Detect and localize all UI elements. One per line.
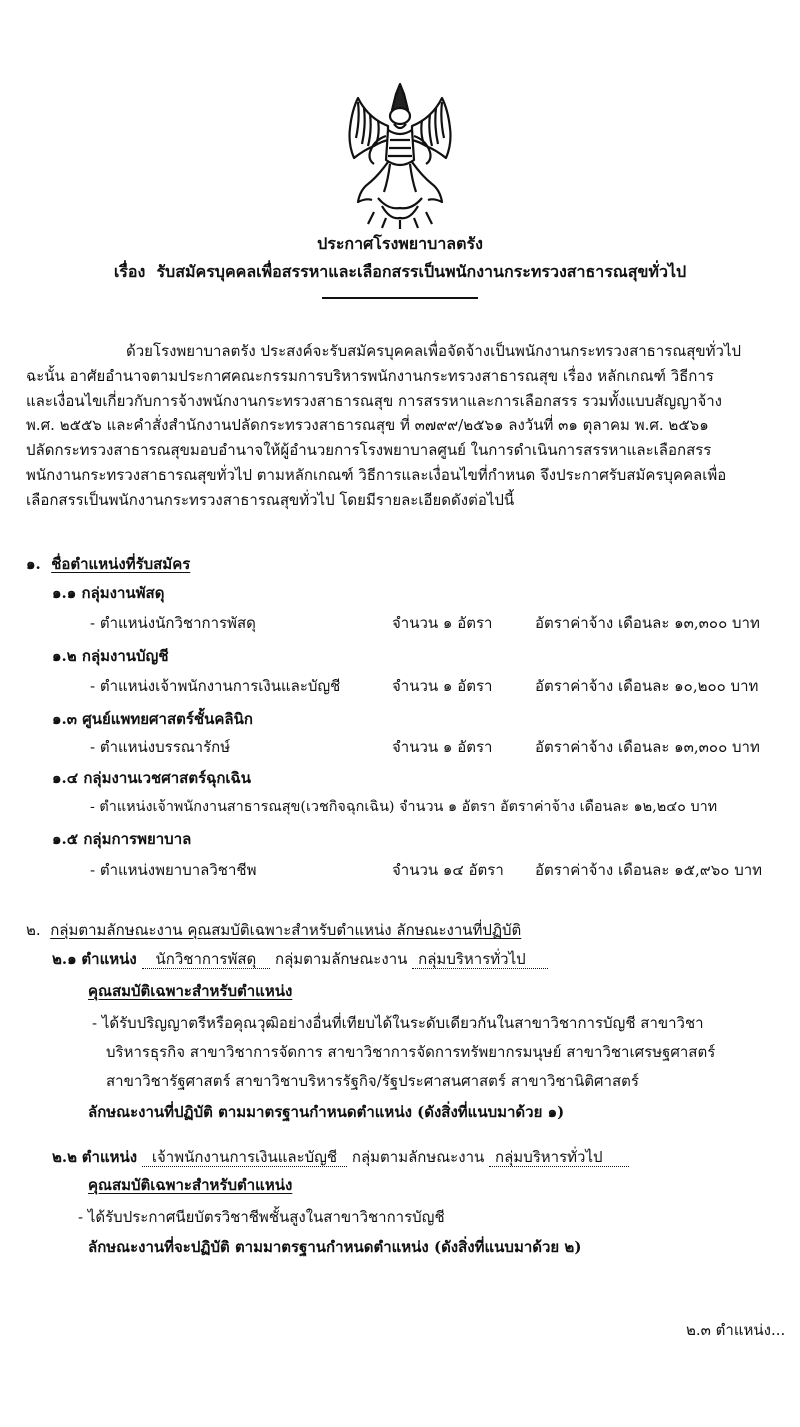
garuda-emblem-icon — [338, 80, 462, 230]
position-count: จำนวน ๑ อัตรา — [392, 738, 493, 756]
item-heading: ๒.๑ ตำแหน่ง นักวิชาการพัสดุ กลุ่มตามลักษณะงาน กลุ่มบริหารทั่วไป — [52, 949, 548, 969]
continued-note: ๒.๓ ตำแหน่ง... — [686, 1321, 786, 1339]
position-value: เจ้าพนักงานการเงินและบัญชี — [142, 1148, 347, 1167]
section1-number: ๑. — [26, 555, 41, 573]
intro-line: และเงื่อนไขเกี่ยวกับการจ้างพนักงานกระทรวงสาธารณสุข การสรรหาและการเลือกสรร รวมทั้งแบบสัญญาจ้าง — [26, 391, 722, 410]
subject-label: เรื่อง — [113, 262, 146, 281]
position-count: จำนวน ๑ อัตรา — [392, 677, 493, 695]
position-value: นักวิชาการพัสดุ — [142, 950, 271, 969]
position-name: - ตำแหน่งบรรณารักษ์ — [90, 738, 231, 756]
position-count: จำนวน ๑๔ อัตรา — [392, 861, 504, 879]
section2-heading — [26, 920, 521, 940]
qualification-line: สาขาวิชารัฐศาสตร์ สาขาวิชาบริหารรัฐกิจ/รัฐประศาสนศาสตร์ สาขาวิชานิติศาสตร์ — [106, 1072, 639, 1090]
group-value: กลุ่มบริหารทั่วไป — [412, 950, 547, 969]
intro-paragraph — [26, 339, 786, 513]
intro-line: พ.ศ. ๒๕๕๖ และคำสั่งสำนักงานปลัดกระทรวงสาธารณสุข ที่ ๓๗๙๙/๒๕๖๑ ลงวันที่ ๓๑ ตุลาคม พ.ศ. ๒๕๖๑ — [26, 416, 709, 435]
position-name: - ตำแหน่งพยาบาลวิชาชีพ — [90, 861, 257, 879]
duty-line: ลักษณะงานที่จะปฏิบัติ ตามมาตรฐานกำหนดตำแหน่ง (ดังสิ่งที่แนบมาด้วย ๒) — [88, 1238, 582, 1256]
position-rate: อัตราค่าจ้าง เดือนละ ๑๓,๓๐๐ บาท — [535, 738, 760, 756]
position-line: - ตำแหน่งเจ้าพนักงานสาธารณสุข(เวชกิจฉุกเฉิน) จำนวน ๑ อัตรา อัตราค่าจ้าง เดือนละ ๑๒,๒๔๐ บาท — [90, 799, 718, 815]
intro-line: เลือกสรรเป็นพนักงานกระทรวงสาธารณสุขทั่วไป โดยมีรายละเอียดดังต่อไปนี้ — [26, 490, 515, 509]
item-heading: ๒.๒ ตำแหน่ง เจ้าพนักงานการเงินและบัญชี กลุ่มตามลักษณะงาน กลุ่มบริหารทั่วไป — [52, 1147, 629, 1167]
qualification-line: - ได้รับประกาศนียบัตรวิชาชีพชั้นสูงในสาขาวิชาการบัญชี — [78, 1208, 445, 1226]
intro-line: ฉะนั้น อาศัยอำนาจตามประกาศคณะกรรมการบริหารพนักงานกระทรวงสาธารณสุข เรื่อง หลักเกณฑ์ วิธีการ — [26, 366, 714, 385]
page-title: ประกาศโรงพยาบาลตรัง — [317, 234, 483, 253]
group-heading: ๑.๒ กลุ่มงานบัญชี — [52, 647, 169, 665]
group-heading: ๑.๔ กลุ่มงานเวชศาสตร์ฉุกเฉิน — [52, 769, 252, 787]
intro-line: ด้วยโรงพยาบาลตรัง ประสงค์จะรับสมัครบุคคลเพื่อจัดจ้างเป็นพนักงานกระทรวงสาธารณสุขทั่วไป — [126, 342, 742, 360]
position-name: - ตำแหน่งเจ้าพนักงานการเงินและบัญชี — [90, 677, 341, 695]
qualification-heading: คุณสมบัติเฉพาะสำหรับตำแหน่ง — [88, 982, 293, 1000]
subject-text: รับสมัครบุคคลเพื่อสรรหาและเลือกสรรเป็นพนักงานกระทรวงสาธารณสุขทั่วไป — [156, 262, 687, 281]
position-rate: อัตราค่าจ้าง เดือนละ ๑๓,๓๐๐ บาท — [535, 614, 760, 632]
intro-line: พนักงานกระทรวงสาธารณสุขทั่วไป ตามหลักเกณฑ์ วิธีการและเงื่อนไขที่กำหนด จึงประกาศรับสมัครบุคคลเพื่อ — [26, 465, 727, 484]
qualification-line: - ได้รับปริญญาตรีหรือคุณวุฒิอย่างอื่นที่เทียบได้ในระดับเดียวกันในสาขาวิชาการบัญชี สาขาวิชา — [92, 1014, 704, 1032]
section2-title: กลุ่มตามลักษณะงาน คุณสมบัติเฉพาะสำหรับตำแหน่ง ลักษณะงานที่ปฏิบัติ — [50, 921, 522, 939]
group-heading: ๑.๓ ศูนย์แพทยศาสตร์ชั้นคลินิก — [52, 710, 253, 728]
position-name: - ตำแหน่งนักวิชาการพัสดุ — [90, 614, 256, 632]
position-rate: อัตราค่าจ้าง เดือนละ ๑๕,๙๖๐ บาท — [535, 861, 763, 879]
qualification-heading: คุณสมบัติเฉพาะสำหรับตำแหน่ง — [88, 1176, 293, 1194]
group-value: กลุ่มบริหารทั่วไป — [489, 1148, 628, 1167]
position-count: จำนวน ๑ อัตรา — [392, 614, 493, 632]
title-divider — [322, 297, 478, 299]
subject-line — [0, 262, 800, 282]
group-heading: ๑.๕ กลุ่มการพยาบาล — [52, 830, 192, 848]
duty-line: ลักษณะงานที่ปฏิบัติ ตามมาตรฐานกำหนดตำแหน่ง (ดังสิ่งที่แนบมาด้วย ๑) — [88, 1103, 565, 1121]
section2-number: ๒. — [26, 921, 41, 939]
section1-title: ชื่อตำแหน่งที่รับสมัคร — [51, 555, 191, 573]
qualification-line: บริหารธุรกิจ สาขาวิชาการจัดการ สาขาวิชาการจัดการทรัพยากรมนุษย์ สาขาวิชาเศรษฐศาสตร์ — [106, 1043, 716, 1061]
intro-line: ปลัดกระทรวงสาธารณสุขมอบอำนาจให้ผู้อำนวยการโรงพยาบาลศูนย์ ในการดำเนินการสรรหาและเลือกสรร — [26, 441, 712, 460]
position-rate: อัตราค่าจ้าง เดือนละ ๑๐,๒๐๐ บาท — [535, 677, 759, 695]
group-heading: ๑.๑ กลุ่มงานพัสดุ — [52, 584, 165, 602]
section1-heading — [26, 554, 190, 574]
